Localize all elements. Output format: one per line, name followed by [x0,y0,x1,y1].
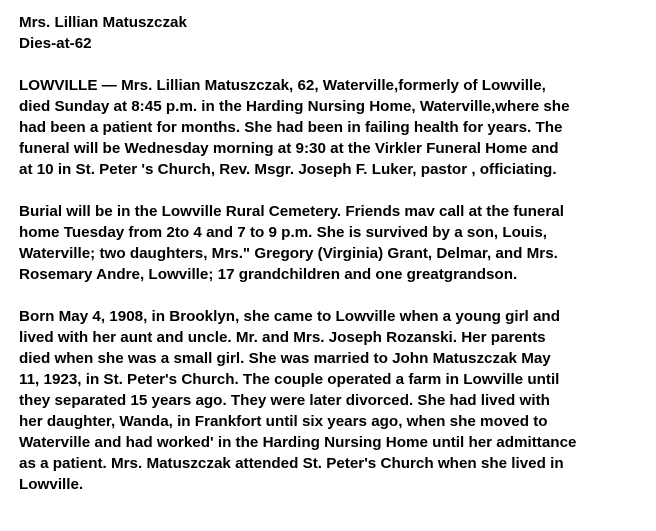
paragraph-2: Burial will be in the Lowville Rural Cemetery. Friends mav call at the funeral home Tuesday from 2to 4 and 7 to 9 p.m. She is survived by a son, Louis, Waterville; two daughters, Mrs." Gregory (Virginia) Grant, Delmar, and Mrs. Rosemary Andre, Lowville; 17 grandchildren and one greatgrandson. [19,203,564,283]
obituary-document [19,12,649,495]
article-title: Mrs. Lillian Matuszczak [19,14,187,31]
spacer [19,180,649,201]
article-subtitle: Dies-at-62 [19,35,92,52]
paragraph-1: LOWVILLE — Mrs. Lillian Matuszczak, 62, Waterville,formerly of Lowville, died Sunday at 8:45 p.m. in the Harding Nursing Home, Waterville,where she had been a patient for months. She had been in failing health for years. The funeral will be Wednesday morning at 9:30 at the Virkler Funeral Home and at 10 in St. Peter 's Church, Rev. Msgr. Joseph F. Luker, pastor , officiating. [19,77,570,178]
spacer [19,285,649,306]
spacer [19,54,649,75]
paragraph-3: Born May 4, 1908, in Brooklyn, she came to Lowville when a young girl and lived with her aunt and uncle. Mr. and Mrs. Joseph Rozanski. Her parents died when she was a small girl. She was married to John Matuszczak May 11, 1923, in St. Peter's Church. The couple operated a farm in Lowville until they separated 15 years ago. They were later divorced. She had lived with her daughter, Wanda, in Frankfort until six years ago, when she moved to Waterville and had worked' in the Harding Nursing Home until her admittance as a patient. Mrs. Matuszczak attended St. Peter's Church when she lived in Lowville. [19,308,577,493]
